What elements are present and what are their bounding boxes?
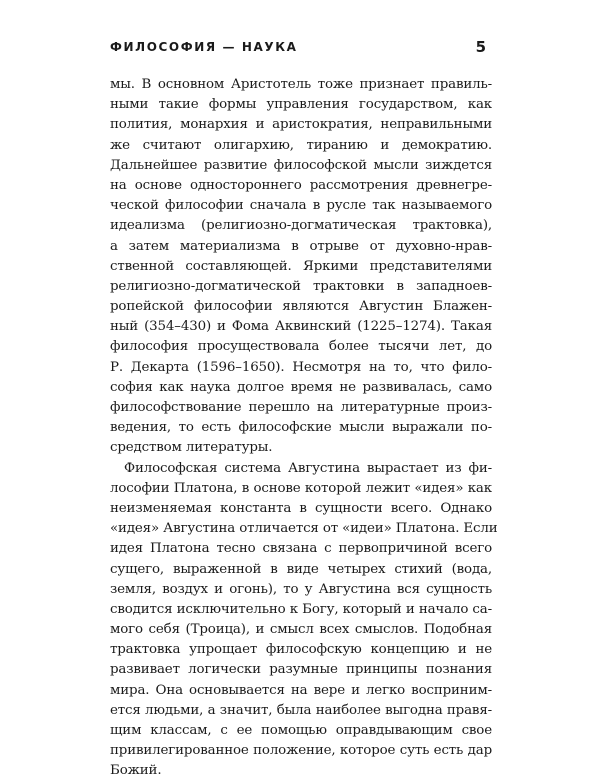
body-text [110, 75, 498, 782]
text-line: развивает логически разумные принципы познания [110, 662, 492, 678]
text-line: идеализма (религиозно-догматическая трактовка), [110, 218, 492, 234]
text-line: привилегированное положение, которое суть есть дар [110, 743, 492, 759]
text-line: щим классам, с ее помощью оправдывающим свое [110, 723, 492, 738]
text-line: Р. Декарта (1596–1650). Несмотря на то, что фило- [110, 359, 492, 375]
text-line: философия просуществовала более тысячи лет, до [110, 339, 492, 355]
text-line: «идея» Августина отличается от «идеи» Платона. Если [110, 521, 498, 537]
text-line: Философская система Августина вырастает из фи- [124, 460, 492, 476]
text-line: ными такие формы управления государством, как [110, 97, 492, 113]
text-line: а затем материализма в отрыве от духовно-нрав- [110, 238, 492, 254]
text-line: полития, монархия и аристократия, неправильными [110, 117, 492, 133]
text-line: философствование перешло на литературные произ- [110, 400, 492, 415]
text-line: ропейской философии являются Августин Блажен- [110, 299, 492, 315]
text-line: мы. В основном Аристотель тоже признает правиль- [110, 77, 492, 92]
text-line: религиозно-догматической трактовки в западноев- [110, 278, 492, 294]
text-line: Божий. [110, 763, 162, 779]
text-line: ведения, то есть философские мысли выражали по- [110, 420, 492, 436]
text-line: лософии Платона, в основе которой лежит «идея» как [110, 480, 492, 496]
text-line: ственной составляющей. Яркими представителями [110, 258, 492, 274]
text-line: же считают олигархию, тиранию и демократию. [110, 137, 492, 153]
text-line: сущего, выраженной в виде четырех стихий (вода, [110, 561, 492, 577]
paragraph-1 [110, 75, 492, 459]
text-line: ческой философии сначала в русле так называемого [110, 198, 492, 214]
text-line: ется людьми, а значит, была наиболее выгодна правя- [110, 702, 492, 718]
text-line: Дальнейшее развитие философской мысли зиждется [110, 157, 492, 173]
paragraph-2 [110, 459, 498, 782]
text-line: земля, воздух и огонь), то у Августина вся сущность [110, 581, 492, 597]
text-line: софия как наука долгое время не развивалась, само [110, 379, 492, 395]
running-title: ФИЛОСОФИЯ — НАУКА [110, 40, 298, 54]
text-line: идея Платона тесно связана с первопричиной всего [110, 541, 492, 557]
text-line: неизменяемая константа в сущности всего. Однако [110, 500, 492, 516]
text-line: ный (354–430) и Фома Аквинский (1225–1274). Такая [110, 319, 492, 335]
page-number: 5 [475, 38, 486, 56]
text-line: средством литературы. [110, 440, 273, 456]
text-line: трактовка упрощает философскую концепцию и не [110, 642, 492, 658]
text-line: мого себя (Троица), и смысл всех смыслов. Подобная [110, 622, 492, 638]
text-line: мира. Она основывается на вере и легко восприним- [110, 682, 492, 698]
text-line: сводится исключительно к Богу, который и начало са- [110, 601, 492, 617]
text-line: на основе одностороннего рассмотрения древнегре- [110, 177, 492, 193]
